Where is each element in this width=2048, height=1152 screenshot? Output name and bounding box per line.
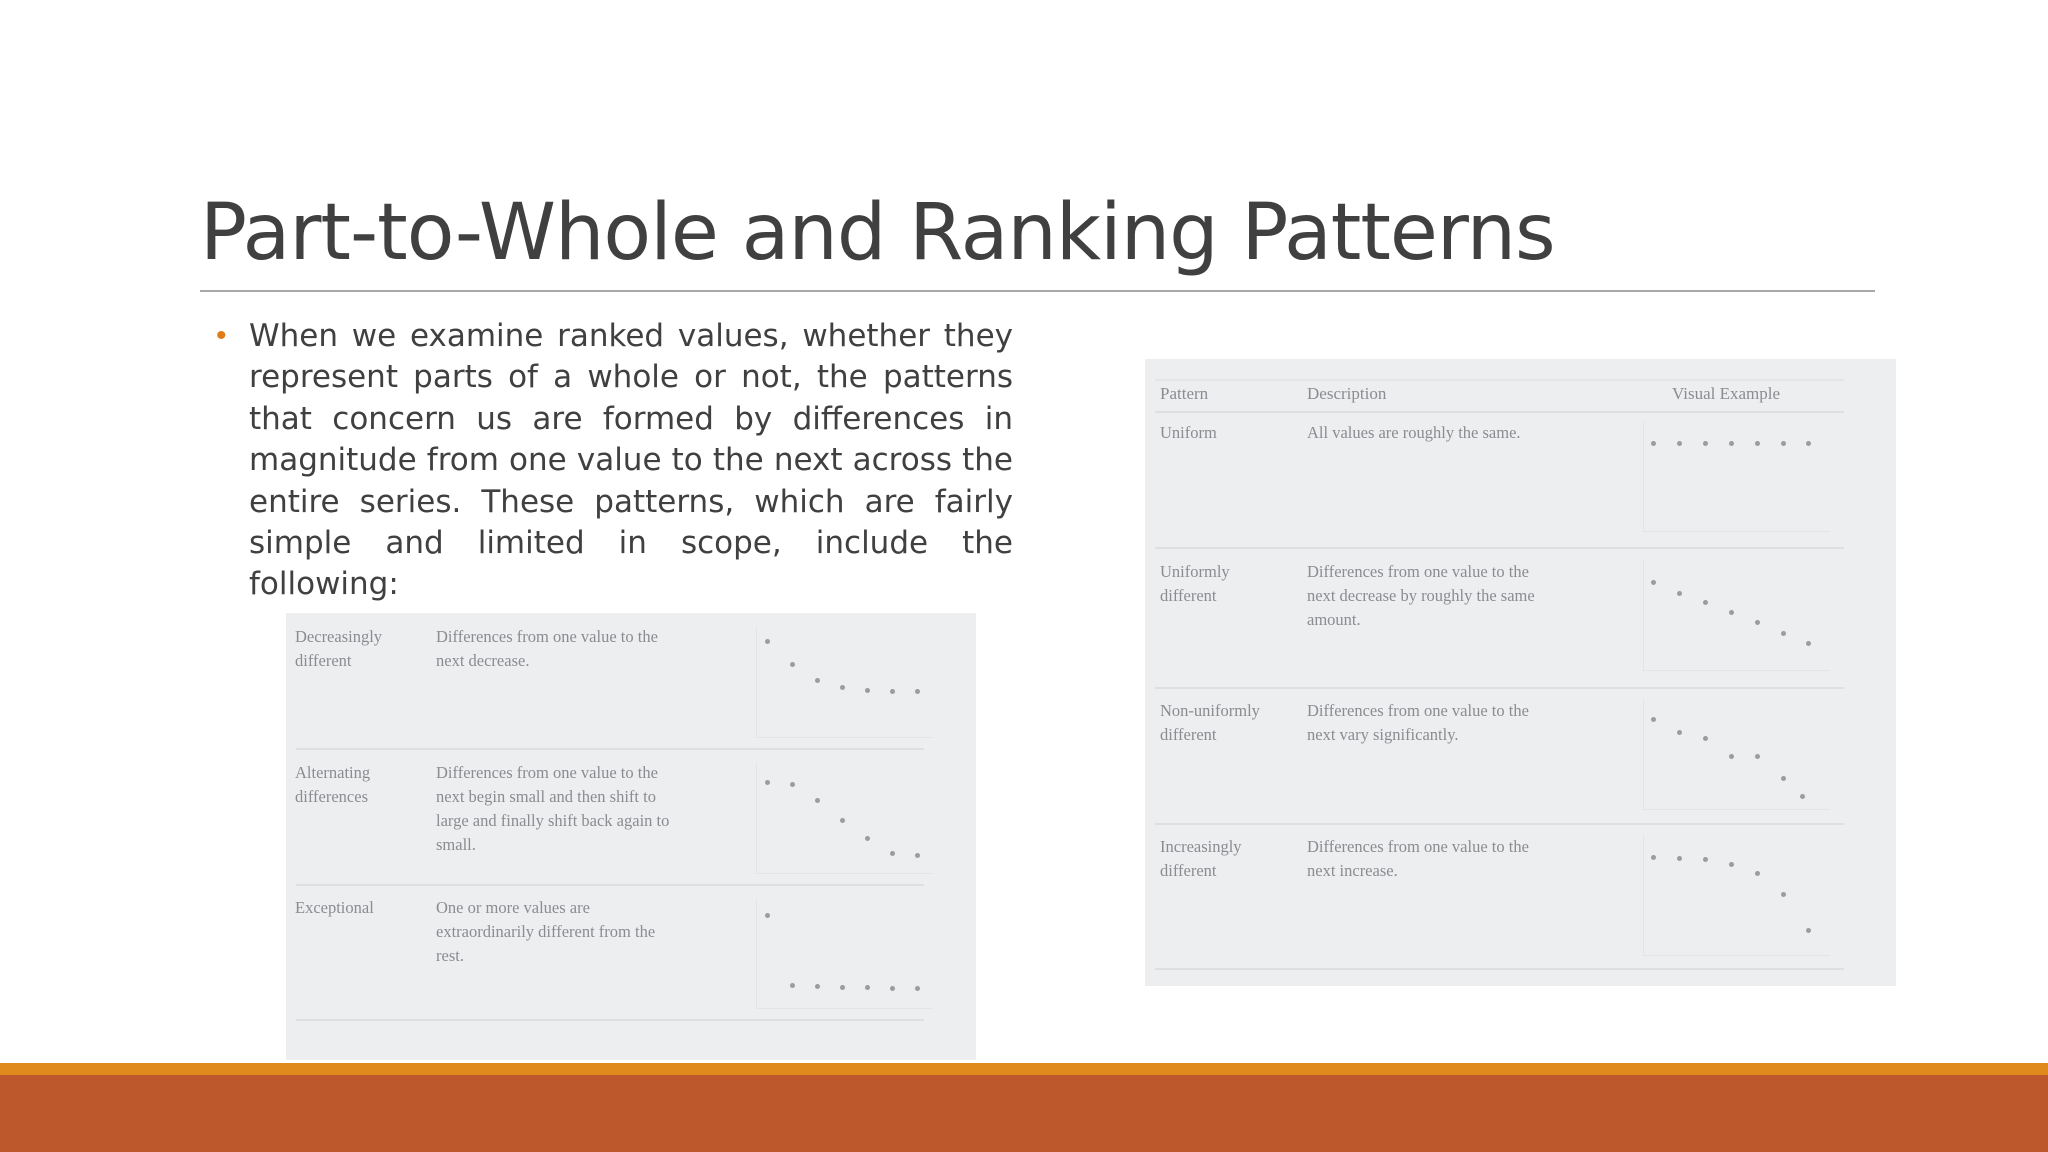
visual-example-uniform (1643, 421, 1830, 532)
data-point (915, 853, 920, 858)
data-point (1677, 730, 1682, 735)
data-point (765, 639, 770, 644)
footer-bar (0, 1075, 2048, 1152)
data-point (1677, 441, 1682, 446)
data-point (790, 782, 795, 787)
patterns-table-image-left (286, 613, 976, 1060)
data-point (865, 836, 870, 841)
pattern-name: Increasingly different (1160, 837, 1242, 880)
data-point (1651, 441, 1656, 446)
slide-title: Part-to-Whole and Ranking Patterns (200, 188, 1555, 278)
data-point (1729, 754, 1734, 759)
data-point (1781, 776, 1786, 781)
pattern-description: Differences from one value to the next decrease by roughly the same amount. (1307, 562, 1535, 629)
header-pattern: Pattern (1160, 384, 1209, 403)
table-rule (1155, 687, 1844, 689)
pattern-name: Exceptional (295, 898, 374, 917)
data-point (1729, 441, 1734, 446)
data-point (1781, 892, 1786, 897)
data-point (1703, 857, 1708, 862)
data-point (765, 913, 770, 918)
pattern-description: Differences from one value to the next vary significantly. (1307, 701, 1529, 744)
data-point (840, 818, 845, 823)
data-point (1703, 600, 1708, 605)
data-point (1755, 620, 1760, 625)
title-divider (200, 290, 1875, 292)
table-rule (296, 1019, 924, 1021)
data-point (1755, 441, 1760, 446)
bullet-icon: • (216, 319, 227, 352)
data-point (765, 780, 770, 785)
pattern-name: Alternating differences (295, 763, 371, 806)
data-point (1729, 610, 1734, 615)
visual-example-increasingly-different (1643, 835, 1830, 956)
data-point (1781, 441, 1786, 446)
data-point (865, 985, 870, 990)
data-point (915, 689, 920, 694)
table-rule (1155, 547, 1844, 549)
data-point (840, 685, 845, 690)
data-point (840, 985, 845, 990)
data-point (890, 851, 895, 856)
data-point (1755, 871, 1760, 876)
data-point (1781, 631, 1786, 636)
data-point (1703, 736, 1708, 741)
pattern-name: Non-uniformly different (1160, 701, 1260, 744)
patterns-table-image-right (1145, 359, 1896, 986)
data-point (1806, 641, 1811, 646)
pattern-description: Differences from one value to the next decrease. (436, 627, 658, 670)
data-point (865, 688, 870, 693)
visual-example-alternating-differences (756, 763, 933, 874)
data-point (815, 678, 820, 683)
pattern-name: Decreasingly different (295, 627, 383, 670)
table-rule (1155, 379, 1844, 381)
table-rule (296, 884, 924, 886)
header-description: Description (1307, 384, 1387, 403)
data-point (1651, 855, 1656, 860)
table-rule (1155, 968, 1844, 970)
data-point (1703, 441, 1708, 446)
table-rule (1155, 411, 1844, 413)
pattern-description: One or more values are extraordinarily different from the rest. (436, 898, 656, 965)
visual-example-decreasingly-different (756, 627, 933, 738)
data-point (890, 689, 895, 694)
data-point (1651, 717, 1656, 722)
data-point (1729, 862, 1734, 867)
data-point (1755, 754, 1760, 759)
data-point (790, 662, 795, 667)
data-point (815, 798, 820, 803)
data-point (890, 986, 895, 991)
pattern-description: Differences from one value to the next begin small and then shift to large and finally shift back again to small. (436, 763, 670, 854)
data-point (815, 984, 820, 989)
table-rule (296, 748, 924, 750)
data-point (1806, 928, 1811, 933)
pattern-name: Uniform (1160, 423, 1217, 442)
visual-example-exceptional (756, 898, 933, 1009)
data-point (1800, 794, 1805, 799)
pattern-name: Uniformly different (1160, 562, 1230, 605)
footer-accent-bar (0, 1063, 2048, 1075)
data-point (1677, 591, 1682, 596)
data-point (790, 983, 795, 988)
pattern-description: All values are roughly the same. (1307, 423, 1521, 442)
pattern-description: Differences from one value to the next increase. (1307, 837, 1529, 880)
data-point (1651, 580, 1656, 585)
data-point (1677, 856, 1682, 861)
data-point (1806, 441, 1811, 446)
table-rule (1155, 823, 1844, 825)
bullet-paragraph: When we examine ranked values, whether they represent parts of a whole or not, the patterns that concern us are formed by differences in magnitude from one value to the next across the entire series. These patterns, which are fairly simple and limited in scope, include the following: (249, 318, 1013, 603)
visual-example-uniformly-different (1643, 560, 1830, 671)
visual-example-non-uniformly-different (1643, 699, 1830, 810)
header-visual-example: Visual Example (1672, 384, 1781, 403)
data-point (915, 986, 920, 991)
